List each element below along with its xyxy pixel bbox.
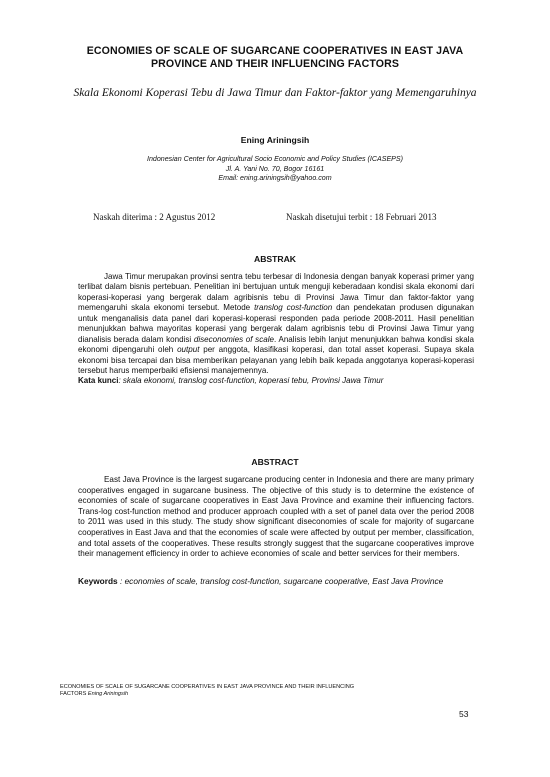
date-accepted: Naskah disetujui terbit : 18 Februari 2013: [286, 212, 437, 222]
footer-author: Ening Ariningsih: [87, 691, 129, 697]
abstrak-heading: ABSTRAK: [253, 254, 296, 264]
footer-title-cont: [60, 691, 354, 698]
paper-subtitle: Skala Ekonomi Koperasi Tebu di Jawa Timur dan Faktor-faktor yang Memengaruhinya: [73, 87, 477, 99]
kata-kunci-label: Kata kunci: [78, 376, 119, 385]
abstrak-paragraph: [78, 272, 474, 377]
abstrak-italic-1: translog cost-function: [254, 303, 333, 313]
kata-kunci-text: : skala ekonomi, translog cost-function, koperasi tebu, Provinsi Jawa Timur: [118, 376, 384, 385]
footer-title: ECONOMIES OF SCALE OF SUGARCANE COOPERATIVES IN EAST JAVA PROVINCE AND THEIR INFLUENCING: [60, 684, 355, 690]
keywords-label: Keywords: [78, 576, 118, 586]
paper-title: ECONOMIES OF SCALE OF SUGARCANE COOPERATIVES IN EAST JAVA PROVINCE AND THEIR INFLUENCING FACTORS: [86, 45, 464, 70]
page-number: 53: [459, 709, 469, 719]
author-name: Ening Ariningsih: [240, 135, 310, 145]
author-affiliation: [0, 155, 550, 184]
abstract-paragraph: East Java Province is the largest sugarcane producing center in Indonesia and there are many primary cooperatives engaged in sugarcane business. The objective of this study is to determine the existence of economies of scale of sugarcane cooperatives in East Java Province and examine their influencing factors. Trans-log cost-function method and producer approach coupled with a set of panel data over the period 2008 to 2011 was used in this study. The study show significant diseconomies of scale for majority of sugarcane cooperatives in East Java and that the economies of scale were affected by output per member, classification, and total assets of the cooperatives. These results strongly suggest that the sugarcane cooperatives improve their management efficiency in order to achieve economies of scale and better services for their members.: [78, 475, 474, 559]
abstrak-text-2: dan pendekatan produsen digunakan untuk menganalisis data panel dari koperasi-koperasi responden pada periode 2008-2011. Hasil penelitian menunjukkan bahwa mayoritas koperasi yang bergerak dalam agribisnis tebu di Provinsi Jawa Timur yang dianalisis berada dalam kondisi: [78, 303, 474, 344]
abstrak-text-4: per anggota, klasifikasi koperasi, dan total asset koperasi. Supaya skala ekonomi bisa tercapai dan bisa memberikan pelayanan yang lebih baik kepada anggotanya koperasi-koperasi tersebut harus memperbaiki efisiensi manajemennya.: [78, 345, 474, 376]
abstrak-text-1: Jawa Timur merupakan provinsi sentra tebu terbesar di Indonesia dengan banyak koperasi primer yang terlibat dalam bisnis pertebuan. Penelitian ini bertujuan untuk menguji keberadaan kondisi skala ekonomi dari koperasi-koperasi yang bergerak dalam agribisnis tebu di Provinsi Jawa Timur dan faktor-faktor yang memengaruhi skala ekonomi tersebut. Metode: [78, 272, 474, 313]
affiliation-email: Email: ening.ariningsih@yahoo.com: [218, 174, 332, 182]
abstrak-italic-3: output: [177, 345, 200, 355]
page-footer: [60, 684, 354, 698]
abstrak-italic-2: diseconomies of scale: [193, 334, 274, 344]
date-received: Naskah diterima : 2 Agustus 2012: [93, 212, 216, 222]
abstract-heading: ABSTRACT: [251, 457, 299, 467]
kata-kunci: [78, 376, 478, 386]
keywords: [78, 576, 478, 587]
footer-title-end: FACTORS: [60, 691, 88, 697]
affiliation-address: Jl. A. Yani No. 70, Bogor 16161: [225, 164, 325, 173]
abstrak-text-3: . Analisis lebih lanjut menunjukkan bahwa kondisi skala ekonomi dipengaruhi oleh: [78, 334, 474, 355]
keywords-text: : economies of scale, translog cost-function, sugarcane cooperative, East Java Province: [117, 576, 444, 586]
affiliation-institution: Indonesian Center for Agricultural Socio Economic and Policy Studies (ICASEPS): [146, 155, 404, 163]
